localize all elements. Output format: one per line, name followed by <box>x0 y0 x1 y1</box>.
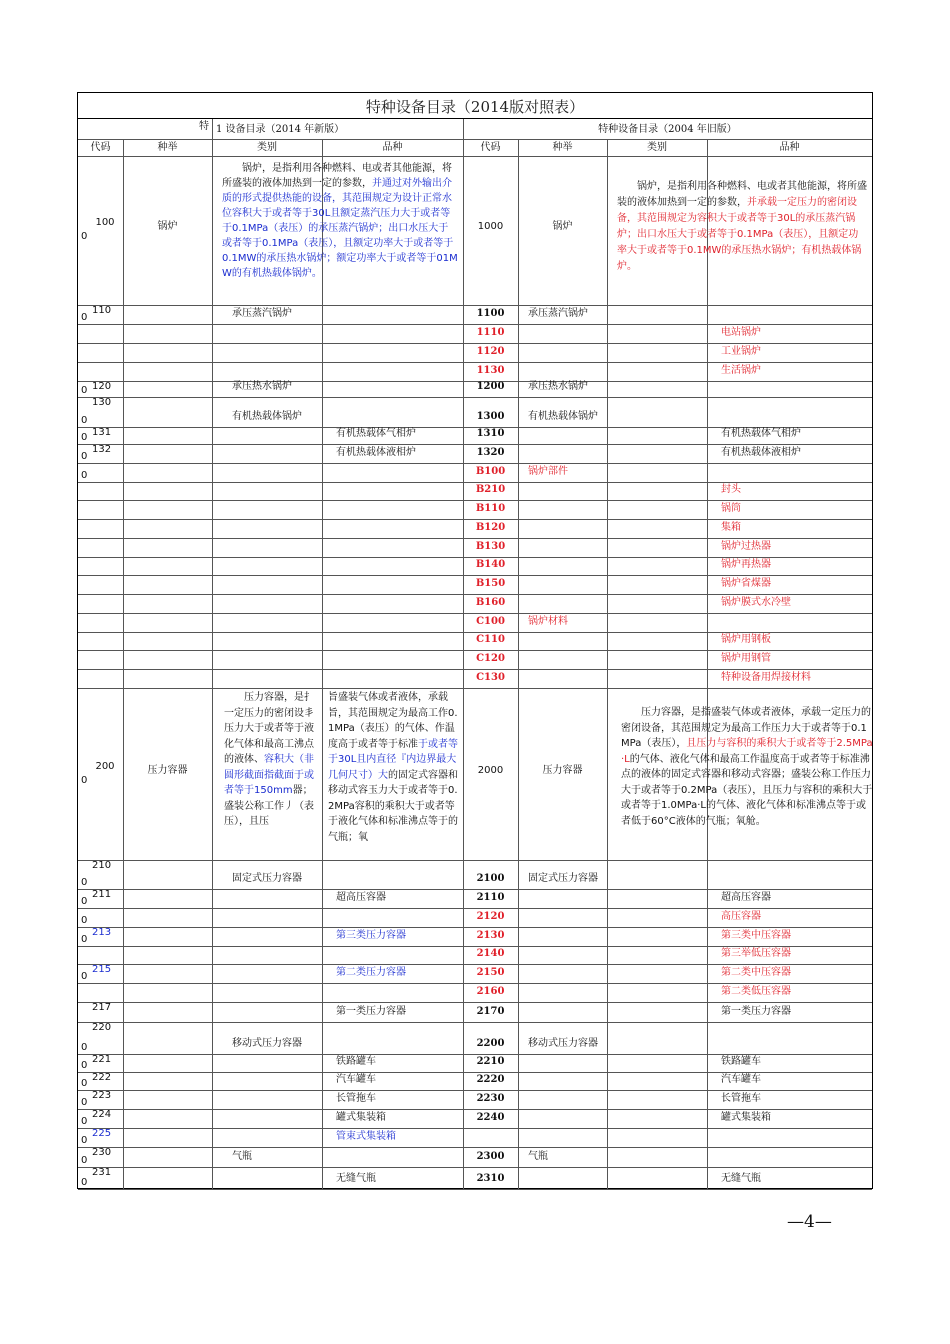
row-category-old: 锅炉部件 <box>528 466 568 477</box>
column-divider <box>123 139 124 1189</box>
row-variety-old: 锅炉过热器 <box>721 541 771 552</box>
row-code-old: 2210 <box>476 1056 505 1067</box>
row-category-old: 气瓶 <box>528 1151 548 1162</box>
row-variety-new: 无缝气瓶 <box>336 1173 376 1184</box>
row-variety-old: 锅炉用钢板 <box>721 634 771 645</box>
column-divider <box>212 119 213 139</box>
row-code-new: 231 <box>92 1167 112 1178</box>
description-old-vessel-segment: 且压力与容积的乘积大于或者等于2.5MPa·L <box>621 738 873 765</box>
comparison-table <box>77 92 873 1189</box>
row-code-old: 2240 <box>476 1112 505 1123</box>
column-divider <box>707 139 708 1189</box>
row-category-old: 承压蒸汽锅炉 <box>528 308 588 319</box>
code-new-boiler: 100 <box>95 217 115 228</box>
row-code-new-suffix: 0 <box>81 1135 88 1146</box>
row-variety-new: 罐式集装箱 <box>336 1112 386 1123</box>
row-code-old: C130 <box>476 672 505 683</box>
table-title: 特种设备目录（2014版对照表） <box>78 93 872 119</box>
description-old-boiler-segment: 并承载一定压力的密闭设备，其范围规定为容积大于或者等于30L的承压蒸汽锅炉；出口水压大于或者等于0.1MPa（表压），且额定功率大于或者等于0.1MW的承压热水锅炉；有机热载体锅炉。 <box>617 197 862 272</box>
row-code-old: 2110 <box>476 892 505 903</box>
row-variety-old: 高压容器 <box>721 911 761 922</box>
row-code-old: 1100 <box>476 308 505 319</box>
description-old-vessel <box>621 705 873 829</box>
description-new-vessel-left <box>224 690 318 830</box>
description-old-vessel-segment: 的气体、液化气体和最高工作温度高于或者等于标准沸点的液体的固定式容器和移动式容器；盛装公称工作压力大于或者等于0.2MPa（表压），且压力与容积的乘积大于或者等于1.0MPa·L的气体、液化气体和标准沸点等于或者低于60°C液体的气瓶；氧舱。 <box>621 753 873 827</box>
row-code-new: 225 <box>92 1128 112 1139</box>
column-divider <box>212 139 213 1189</box>
row-category-new: 承压热水锅炉 <box>232 381 292 392</box>
header-stub: 特 <box>199 121 209 132</box>
row-code-old: B110 <box>475 503 506 514</box>
row-variety-new: 长管拖车 <box>336 1093 376 1104</box>
row-variety-old: 超高压容器 <box>721 892 771 903</box>
row-variety-old: 有机热载体液相炉 <box>721 447 801 458</box>
row-code-new: 215 <box>92 964 112 975</box>
row-variety-new: 第二类压力容器 <box>336 967 406 978</box>
row-variety-new: 第一类压力容器 <box>336 1006 406 1017</box>
row-variety-new: 管束式集装箱 <box>336 1131 396 1142</box>
column-header: 代码 <box>480 142 501 153</box>
row-divider <box>78 1167 872 1168</box>
row-variety-old: 封头 <box>721 484 741 495</box>
code-new-boiler-suffix: 0 <box>81 231 88 242</box>
row-code-new-suffix: 0 <box>81 385 88 396</box>
description-new-boiler <box>222 161 458 281</box>
row-variety-old: 第一类压力容器 <box>721 1006 791 1017</box>
row-category-new: 固定式压力容器 <box>232 873 302 884</box>
row-code-new: 210 <box>92 860 112 871</box>
description-old-vessel-segment: 压力容器，是指盛装气体或者液体，承载一定压力的密闭设备，其范围规定为最高工作压力大于或者等于0.1MPa（表压）， <box>621 707 871 749</box>
row-code-old: 2170 <box>476 1006 505 1017</box>
column-divider <box>607 139 608 1189</box>
row-code-old: 2140 <box>476 948 505 959</box>
row-code-new-suffix: 0 <box>81 432 88 443</box>
description-new-vessel-left-segment: 压力容器，是扌一定压力的密闭设丯压力大于或者等于液化气体和最高工沸点的液体、 <box>224 692 314 765</box>
column-divider <box>518 139 519 1189</box>
row-code-old: 2150 <box>476 967 505 978</box>
description-new-vessel-left-segment: 容积大（非圆形截面指截面于或者等于150mm <box>224 754 314 796</box>
row-variety-old: 罐式集装箱 <box>721 1112 771 1123</box>
description-old-boiler <box>617 179 867 275</box>
row-variety-new: 有机热载体液相炉 <box>336 447 416 458</box>
row-code-old: B100 <box>475 466 506 477</box>
row-code-new-suffix: 0 <box>81 451 88 462</box>
row-code-old: 2230 <box>476 1093 505 1104</box>
row-code-new-suffix: 0 <box>81 1078 88 1089</box>
row-variety-old: 锅炉再热器 <box>721 559 771 570</box>
row-variety-old: 第二类低压容器 <box>721 986 791 997</box>
kind-old-vessel: 压力容器 <box>542 765 583 776</box>
row-code-new: 230 <box>92 1147 112 1158</box>
page-number: —4— <box>787 1212 832 1232</box>
description-new-vessel-right-segment: 于或者等于30L且内直径『内边界最大几何尺寸）大 <box>328 738 458 781</box>
row-code-old: 1300 <box>476 411 505 422</box>
description-new-vessel-right-segment: 旨盛装气体或者液体，承载旨，其范围规定为最高工作0.1MPa（表压）的气体、作温度高于或者等于标准 <box>328 692 458 750</box>
row-variety-old: 无缝气瓶 <box>721 1173 761 1184</box>
row-code-old: 1200 <box>476 381 505 392</box>
row-category-new: 有机热载体锅炉 <box>232 411 302 422</box>
row-variety-old: 锅炉用钢管 <box>721 653 771 664</box>
kind-old-boiler: 锅炉 <box>552 221 573 232</box>
kind-new-boiler: 锅炉 <box>157 221 178 232</box>
row-code-new: 224 <box>92 1109 112 1120</box>
row-code-old: 2310 <box>476 1173 505 1184</box>
description-new-boiler-segment: 并通过对外输出介质的形式提供热能的设备，其范围规定为设计正常水位容积大于或者等于30L且额定蒸汽压力大于或者等于0.1MPa（表压）的承压蒸汽锅炉；出口水压大于或者等于0.1MPa（表压），且额定功率大于或者等于0.1MW的承压热水锅炉；额定功率大于或者等于01MW的有机热载体锅炉。 <box>222 178 458 279</box>
row-variety-old: 锅炉膜式水冷壁 <box>721 597 791 608</box>
description-new-vessel-right <box>328 690 458 845</box>
row-variety-new: 铁路罐车 <box>336 1056 376 1067</box>
row-code-old: C110 <box>476 634 505 645</box>
column-header: 种举 <box>157 142 178 153</box>
row-code-new: 110 <box>92 305 112 316</box>
row-code-new-suffix: 0 <box>81 1097 88 1108</box>
row-divider <box>78 156 872 157</box>
column-header: 类别 <box>257 142 277 153</box>
row-code-old: B210 <box>475 484 506 495</box>
row-code-old: B130 <box>475 541 506 552</box>
row-code-new-suffix: 0 <box>81 1155 88 1166</box>
description-new-vessel-left-segment: 器；盛装公称工作丿（表压），且压 <box>224 785 314 827</box>
row-variety-new: 第三类压力容器 <box>336 930 406 941</box>
row-divider <box>78 860 872 861</box>
kind-new-vessel: 压力容器 <box>147 765 188 776</box>
header-old-catalog: 特种设备目录（2004 年旧版） <box>598 124 737 135</box>
row-variety-new: 有机热载体气相炉 <box>336 428 416 439</box>
row-code-old: 2300 <box>476 1151 505 1162</box>
row-variety-old: 铁路罐车 <box>721 1056 761 1067</box>
row-code-old: C100 <box>476 616 505 627</box>
row-divider <box>78 688 872 689</box>
row-code-new: 223 <box>92 1090 112 1101</box>
header-new-catalog: 1 设备目录（2014 年新版） <box>216 124 345 135</box>
row-category-old: 固定式压力容器 <box>528 873 598 884</box>
row-code-old: 2120 <box>476 911 505 922</box>
row-variety-old: 集箱 <box>721 522 741 533</box>
row-code-new-suffix: 0 <box>81 415 88 426</box>
row-divider <box>78 1128 872 1129</box>
column-divider <box>322 139 323 1189</box>
row-code-new: 131 <box>92 427 112 438</box>
row-variety-old: 第三举低压容器 <box>721 948 791 959</box>
code-new-vessel-suffix: 0 <box>81 775 88 786</box>
row-divider <box>78 397 872 398</box>
row-variety-old: 生活锅炉 <box>721 365 761 376</box>
row-code-new: 120 <box>92 381 112 392</box>
column-header: 种举 <box>552 142 573 153</box>
row-code-old: 2100 <box>476 873 505 884</box>
row-category-old: 移动式压力容器 <box>528 1038 598 1049</box>
row-code-old: B140 <box>475 559 506 570</box>
row-code-old: B150 <box>475 578 506 589</box>
row-variety-old: 工业锅炉 <box>721 346 761 357</box>
row-variety-old: 汽车罐车 <box>721 1074 761 1085</box>
column-header: 代码 <box>90 142 111 153</box>
row-code-new-suffix: 0 <box>81 312 88 323</box>
row-variety-old: 电站锅炉 <box>721 327 761 338</box>
row-variety-old: 第二类中压容器 <box>721 967 791 978</box>
description-new-vessel-right-segment: 的固定式容器和移动式容玉力大于或者等于0.2MPa容积的乘积大于或者等于液化气体和标准沸点等于的气瓶；氧 <box>328 769 458 843</box>
row-code-old: 2130 <box>476 930 505 941</box>
row-code-new: 132 <box>92 444 112 455</box>
row-divider <box>78 1189 872 1190</box>
row-code-old: 1310 <box>476 428 505 439</box>
code-old-vessel: 2000 <box>477 765 504 776</box>
column-header: 品种 <box>382 142 403 153</box>
row-variety-old: 长管拖车 <box>721 1093 761 1104</box>
row-code-new: 217 <box>92 1002 112 1013</box>
column-header: 品种 <box>779 142 800 153</box>
row-variety-new: 汽车罐车 <box>336 1074 376 1085</box>
row-code-old: 2160 <box>476 986 505 997</box>
row-code-old: 1320 <box>476 447 505 458</box>
row-category-new: 气瓶 <box>232 1151 252 1162</box>
row-category-old: 锅炉材料 <box>528 616 568 627</box>
row-code-old: B160 <box>475 597 506 608</box>
row-code-old: 1110 <box>476 327 505 338</box>
row-divider <box>78 1022 872 1023</box>
row-code-new: 213 <box>92 927 112 938</box>
row-code-old: C120 <box>476 653 505 664</box>
row-code-new: 211 <box>92 889 112 900</box>
row-variety-old: 特种设备用焊接材料 <box>721 672 811 683</box>
row-variety-new: 超高压容器 <box>336 892 386 903</box>
row-variety-old: 锅筒 <box>721 503 741 514</box>
row-code-new: 222 <box>92 1072 112 1083</box>
row-category-new: 承压蒸汽锅炉 <box>232 308 292 319</box>
row-code-old: 1120 <box>476 346 505 357</box>
row-code-old: B120 <box>475 522 506 533</box>
row-code-old: 2220 <box>476 1074 505 1085</box>
row-code-new: 130 <box>92 397 112 408</box>
row-code-new-suffix: 0 <box>81 1060 88 1071</box>
row-variety-old: 有机热载体气相炉 <box>721 428 801 439</box>
column-header: 类别 <box>647 142 667 153</box>
row-code-old: 2200 <box>476 1038 505 1049</box>
row-category-old: 承压热水锅炉 <box>528 381 588 392</box>
row-code-new: 220 <box>92 1022 112 1033</box>
row-code-new-suffix: 0 <box>81 470 88 481</box>
row-code-new-suffix: 0 <box>81 1177 88 1188</box>
code-new-vessel: 200 <box>95 761 115 772</box>
row-code-new: 221 <box>92 1054 112 1065</box>
row-code-new-suffix: 0 <box>81 877 88 888</box>
row-category-old: 有机热载体锅炉 <box>528 411 598 422</box>
row-code-new-suffix: 0 <box>81 896 88 907</box>
row-code-new-suffix: 0 <box>81 934 88 945</box>
row-code-old: 1130 <box>476 365 505 376</box>
row-code-new-suffix: 0 <box>81 915 88 926</box>
row-code-new-suffix: 0 <box>81 1042 88 1053</box>
row-variety-old: 锅炉省煤器 <box>721 578 771 589</box>
code-old-boiler: 1000 <box>477 221 504 232</box>
row-category-new: 移动式压力容器 <box>232 1038 302 1049</box>
description-old-boiler-segment: 锅炉，是指利用各种燃料、电或者其他能源，将所盛装的液体加热到一定的参数， <box>617 181 867 208</box>
row-code-new-suffix: 0 <box>81 1116 88 1127</box>
row-variety-old: 第三类中压容器 <box>721 930 791 941</box>
row-code-new-suffix: 0 <box>81 971 88 982</box>
description-new-boiler-segment: 锅炉，是指利用各种燃料、电或者其他能源，将所盛装的液体加热到一定的参数， <box>222 163 452 189</box>
